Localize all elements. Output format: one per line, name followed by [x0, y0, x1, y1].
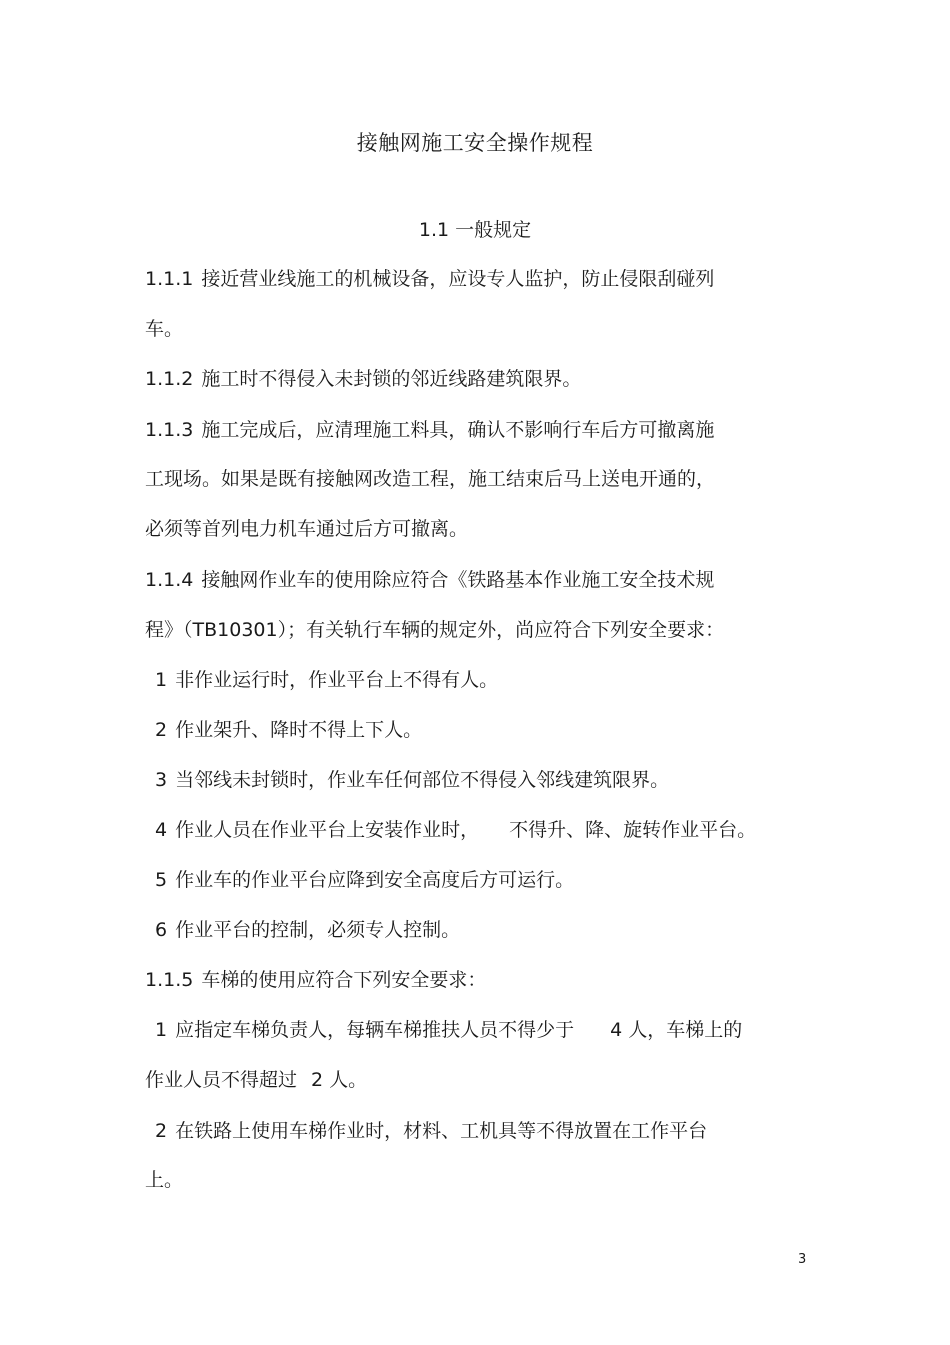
- clause-text: 车梯的使用应符合下列安全要求：: [201, 969, 487, 991]
- clause-text: 上。: [145, 1169, 184, 1191]
- item-number: 1: [155, 669, 168, 691]
- clause-text: 施工时不得侵入未封锁的邻近线路建筑限界。: [201, 368, 582, 390]
- clause-continuation: [145, 316, 183, 342]
- item-text: 当邻线未封锁时，作业车任何部位不得侵入邻线建筑限界。: [175, 769, 670, 791]
- document-title: 接触网施工安全操作规程: [356, 131, 594, 155]
- item-text: 作业人员在作业平台上安装作业时，: [175, 819, 480, 841]
- list-item-2: [155, 1118, 707, 1144]
- list-item-3: [155, 767, 669, 793]
- clause-1-1-4: [145, 567, 714, 593]
- clause-number: 1.1.4: [145, 569, 194, 591]
- list-item-2: [155, 717, 422, 743]
- clause-number: 1.1.3: [145, 419, 194, 441]
- section-heading: 1.1 一般规定: [418, 219, 532, 241]
- item-number: 6: [155, 919, 168, 941]
- item-text: 在铁路上使用车梯作业时，材料、工机具等不得放置在工作平台: [175, 1120, 708, 1142]
- clause-1-1-5: [145, 967, 486, 993]
- clause-continuation: [145, 466, 715, 492]
- item-text: 作业车的作业平台应降到安全高度后方可运行。: [175, 869, 575, 891]
- clause-1-1-3: [145, 417, 714, 443]
- clause-text-continued: 2 人。: [311, 1069, 368, 1091]
- clause-text: 作业人员不得超过: [145, 1069, 298, 1091]
- list-item-6: [155, 917, 460, 943]
- clause-continuation: [145, 1167, 183, 1193]
- clause-number: 1.1.5: [145, 969, 194, 991]
- clause-continuation: [145, 617, 724, 643]
- clause-text: 施工完成后，应清理施工料具，确认不影响行车后方可撤离施: [201, 419, 715, 441]
- item-text-continued: 不得升、降、旋转作业平台。: [509, 819, 757, 841]
- item-number: 1: [155, 1019, 168, 1041]
- item-number: 4: [155, 819, 168, 841]
- list-item-5: [155, 867, 574, 893]
- clause-continuation: [145, 1067, 367, 1093]
- item-text: 作业平台的控制，必须专人控制。: [175, 919, 461, 941]
- list-item-1: [155, 1017, 742, 1043]
- item-text-continued: 4 人，车梯上的: [610, 1019, 743, 1041]
- item-number: 3: [155, 769, 168, 791]
- clause-continuation: [145, 516, 468, 542]
- page-number: 3: [798, 1252, 807, 1267]
- clause-text: 车。: [145, 318, 184, 340]
- clause-text: 工现场。如果是既有接触网改造工程，施工结束后马上送电开通的，: [145, 468, 716, 490]
- clause-number: 1.1.2: [145, 368, 194, 390]
- clause-text: 必须等首列电力机车通过后方可撤离。: [145, 518, 469, 540]
- clause-text: 接触网作业车的使用除应符合《铁路基本作业施工安全技术规: [201, 569, 715, 591]
- item-text: 作业架升、降时不得上下人。: [175, 719, 423, 741]
- list-item-4: [155, 817, 756, 843]
- clause-text: 接近营业线施工的机械设备，应设专人监护，防止侵限刮碰列: [201, 268, 715, 290]
- item-text: 非作业运行时，作业平台上不得有人。: [175, 669, 499, 691]
- clause-1-1-2: [145, 366, 581, 392]
- list-item-1: [155, 667, 498, 693]
- clause-text: 程》（TB10301）；有关轨行车辆的规定外，尚应符合下列安全要求：: [145, 619, 725, 641]
- item-text: 应指定车梯负责人，每辆车梯推扶人员不得少于: [175, 1019, 575, 1041]
- clause-number: 1.1.1: [145, 268, 194, 290]
- item-number: 2: [155, 719, 168, 741]
- item-number: 2: [155, 1120, 168, 1142]
- clause-1-1-1: [145, 266, 714, 292]
- item-number: 5: [155, 869, 168, 891]
